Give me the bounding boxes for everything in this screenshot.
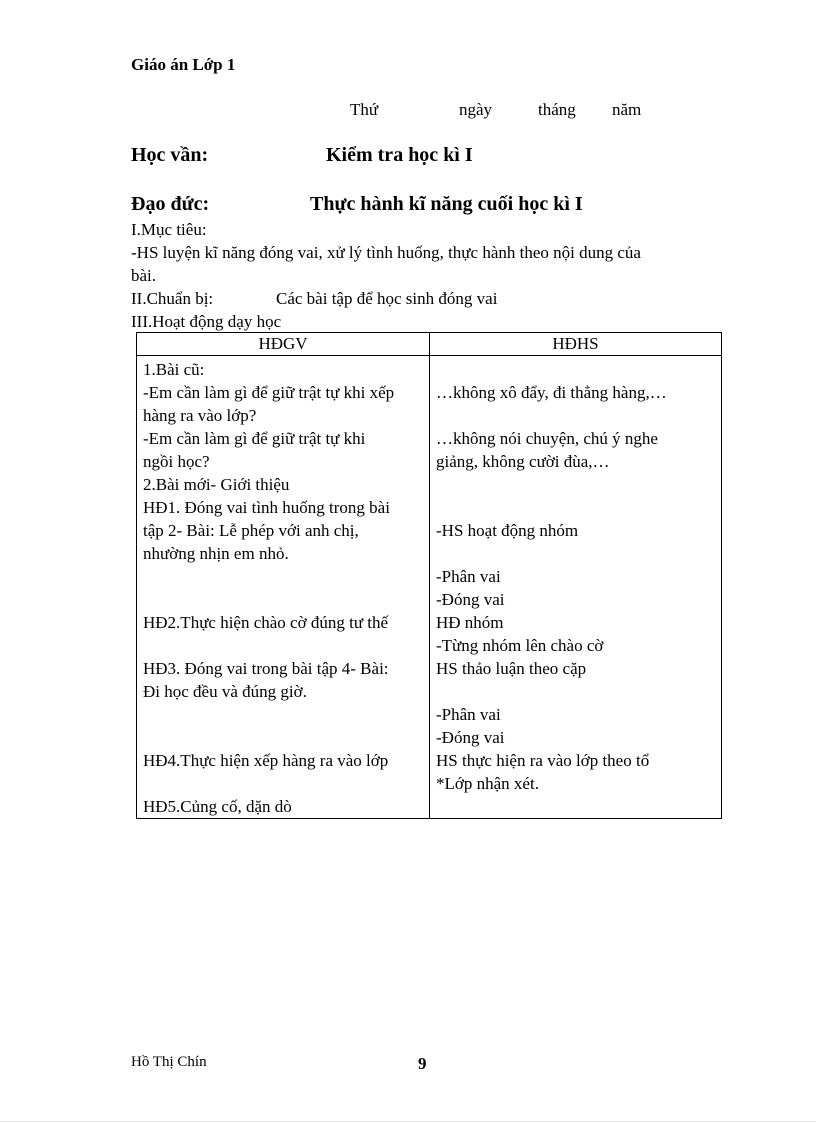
muc-tieu-text-2: bài. (131, 266, 157, 285)
hs-line: …không nói chuyện, chú ý nghe (436, 429, 658, 448)
document-header: Giáo án Lớp 1 (131, 55, 236, 74)
gv-line (143, 565, 423, 588)
date-thang: tháng (538, 100, 576, 119)
hs-line: -Đóng vai (436, 728, 505, 747)
hs-line (436, 496, 715, 519)
gv-line (143, 772, 423, 795)
gv-line: ngồi học? (143, 452, 210, 471)
hs-line: *Lớp nhận xét. (436, 774, 539, 793)
hs-line: HS thảo luận theo cặp (436, 659, 587, 678)
hs-line (436, 358, 715, 381)
date-thu: Thứ (350, 100, 379, 119)
hs-line (436, 404, 715, 427)
hs-line: -Phân vai (436, 567, 501, 586)
page-bottom-divider (0, 1121, 816, 1122)
chuan-bi-text: Các bài tập để học sinh đóng vai (276, 289, 498, 308)
gv-line: -Em cần làm gì để giữ trật tự khi xếp (143, 383, 395, 402)
hs-line (436, 795, 715, 818)
gv-line (143, 588, 423, 611)
chuan-bi-heading: II.Chuẩn bị: (131, 289, 214, 308)
hs-line: -Phân vai (436, 705, 501, 724)
hs-line: -Từng nhóm lên chào cờ (436, 636, 604, 655)
gv-line (143, 703, 423, 726)
footer-author: Hồ Thị Chín (131, 1054, 207, 1070)
gv-column (137, 356, 430, 819)
gv-line (143, 634, 423, 657)
gv-line: 1.Bài cũ: (143, 360, 205, 379)
page-number: 9 (418, 1054, 427, 1073)
hs-line: HĐ nhóm (436, 613, 504, 632)
dao-duc-label: Đạo đức: (131, 193, 210, 215)
table-header-row (137, 333, 722, 356)
hoat-dong-heading: III.Hoạt động dạy học (131, 312, 282, 331)
hs-line: giảng, không cười đùa,… (436, 452, 610, 471)
hoc-van-title: Kiểm tra học kì I (326, 144, 473, 166)
activity-table (136, 332, 722, 819)
gv-line: HĐ3. Đóng vai trong bài tập 4- Bài: (143, 659, 389, 678)
dao-duc-title: Thực hành kĩ năng cuối học kì I (310, 193, 583, 215)
hs-line (436, 542, 715, 565)
hs-line: -Đóng vai (436, 590, 505, 609)
hoc-van-label: Học vần: (131, 144, 209, 166)
gv-line: HĐ4.Thực hiện xếp hàng ra vào lớp (143, 751, 389, 770)
gv-line (143, 726, 423, 749)
header-hdhs: HĐHS (430, 333, 722, 356)
hs-line: HS thực hiện ra vào lớp theo tổ (436, 751, 650, 770)
hs-line: -HS hoạt động nhóm (436, 521, 579, 540)
gv-line: Đi học đều và đúng giờ. (143, 682, 307, 701)
gv-line: tập 2- Bài: Lễ phép với anh chị, (143, 521, 359, 540)
gv-line: HĐ1. Đóng vai tình huống trong bài (143, 498, 390, 517)
date-ngay: ngày (459, 100, 493, 119)
muc-tieu-text-1: -HS luyện kĩ năng đóng vai, xử lý tình huống, thực hành theo nội dung của (131, 243, 641, 262)
gv-line: HĐ5.Củng cố, dặn dò (143, 797, 292, 816)
hs-line: …không xô đẩy, đi thẳng hàng,… (436, 383, 667, 402)
hs-line (436, 680, 715, 703)
hs-line (436, 473, 715, 496)
gv-line: HĐ2.Thực hiện chào cờ đúng tư thế (143, 613, 389, 632)
table-row (137, 356, 722, 819)
muc-tieu-heading: I.Mục tiêu: (131, 220, 207, 239)
hs-column (430, 356, 722, 819)
date-nam: năm (612, 100, 642, 119)
gv-line: hàng ra vào lớp? (143, 406, 257, 425)
header-hdgv: HĐGV (137, 333, 430, 356)
gv-line: -Em cần làm gì để giữ trật tự khi (143, 429, 366, 448)
gv-line: nhường nhịn em nhỏ. (143, 544, 289, 563)
gv-line: 2.Bài mới- Giới thiệu (143, 475, 290, 494)
